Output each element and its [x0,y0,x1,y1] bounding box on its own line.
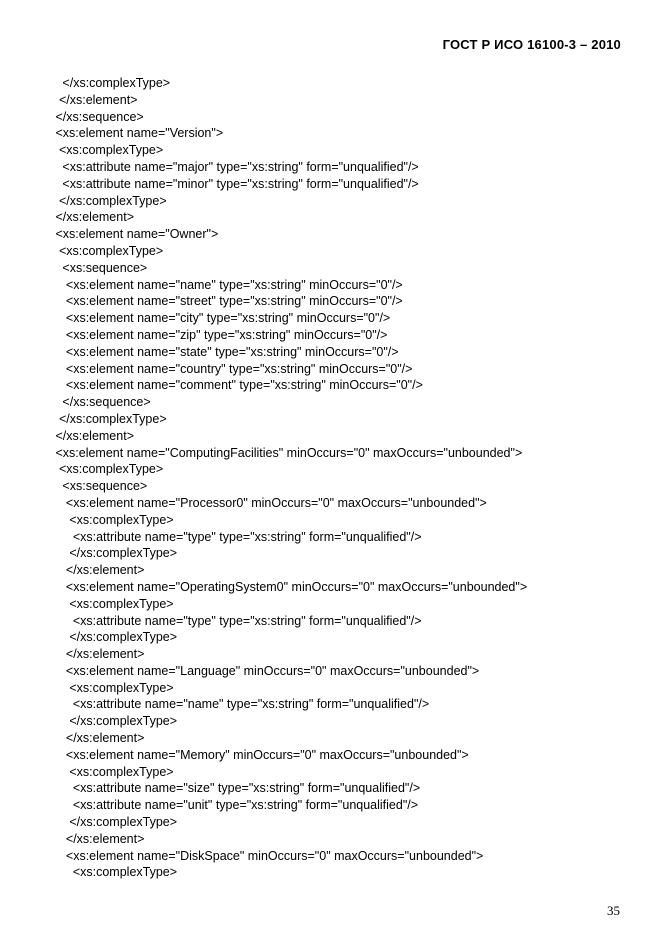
code-line: <xs:element name="Processor0" minOccurs="0" maxOccurs="unbounded"> [52,495,487,510]
code-line: <xs:element name="comment" type="xs:string" minOccurs="0"/> [52,378,423,393]
code-line: </xs:element> [52,92,138,107]
code-line: <xs:sequence> [52,479,148,494]
code-line: </xs:sequence> [52,109,144,124]
code-line: <xs:attribute name="type" type="xs:string" form="unqualified"/> [52,529,422,544]
code-line: </xs:sequence> [52,395,151,410]
code-line: <xs:complexType> [52,865,178,880]
code-line: <xs:attribute name="major" type="xs:string" form="unqualified"/> [52,159,419,174]
code-line: <xs:attribute name="name" type="xs:string" form="unqualified"/> [52,697,430,712]
code-line: </xs:complexType> [52,630,178,645]
code-line: </xs:complexType> [52,193,167,208]
code-line: <xs:element name="street" type="xs:string" minOccurs="0"/> [52,294,403,309]
page-number: 35 [607,903,620,918]
code-line: </xs:element> [52,647,145,662]
code-line: <xs:attribute name="type" type="xs:string" form="unqualified"/> [52,613,422,628]
code-line: <xs:element name="Language" minOccurs="0" maxOccurs="unbounded"> [52,663,480,678]
code-line: </xs:element> [52,563,145,578]
code-line: <xs:element name="DiskSpace" minOccurs="0" maxOccurs="unbounded"> [52,848,484,863]
standard-header: ГОСТ Р ИСО 16100-3 – 2010 [442,37,621,52]
code-line: <xs:sequence> [52,260,148,275]
code-line: </xs:complexType> [52,714,178,729]
code-line: </xs:element> [52,428,134,443]
code-line: </xs:element> [52,731,145,746]
code-line: <xs:complexType> [52,764,174,779]
code-line: <xs:element name="country" type="xs:string" minOccurs="0"/> [52,361,413,376]
code-line: <xs:element name="Owner"> [52,227,219,242]
code-line: </xs:element> [52,831,145,846]
code-line: </xs:complexType> [52,76,171,90]
code-line: <xs:element name="state" type="xs:string" minOccurs="0"/> [52,344,399,359]
code-line: <xs:complexType> [52,512,174,527]
code-line: </xs:complexType> [52,546,178,561]
code-line: </xs:complexType> [52,411,167,426]
code-line: <xs:complexType> [52,143,164,158]
code-line: <xs:element name="name" type="xs:string" minOccurs="0"/> [52,277,403,292]
code-line: <xs:element name="OperatingSystem0" minOccurs="0" maxOccurs="unbounded"> [52,579,528,594]
code-line: <xs:attribute name="minor" type="xs:string" form="unqualified"/> [52,176,419,191]
code-line: <xs:complexType> [52,680,174,695]
code-line: </xs:element> [52,210,134,225]
code-line: <xs:element name="zip" type="xs:string" minOccurs="0"/> [52,327,388,342]
code-line: <xs:complexType> [52,462,164,477]
code-line: <xs:element name="Version"> [52,126,224,141]
code-line: </xs:complexType> [52,815,178,830]
code-line: <xs:complexType> [52,243,164,258]
code-line: <xs:complexType> [52,596,174,611]
code-line: <xs:element name="Memory" minOccurs="0" maxOccurs="unbounded"> [52,747,469,762]
code-line: <xs:element name="ComputingFacilities" minOccurs="0" maxOccurs="unbounded"> [52,445,523,460]
code-line: <xs:element name="city" type="xs:string" minOccurs="0"/> [52,311,391,326]
code-line: <xs:attribute name="size" type="xs:string" form="unqualified"/> [52,781,421,796]
code-line: <xs:attribute name="unit" type="xs:string" form="unqualified"/> [52,798,419,813]
xml-schema-code-block [52,75,632,881]
